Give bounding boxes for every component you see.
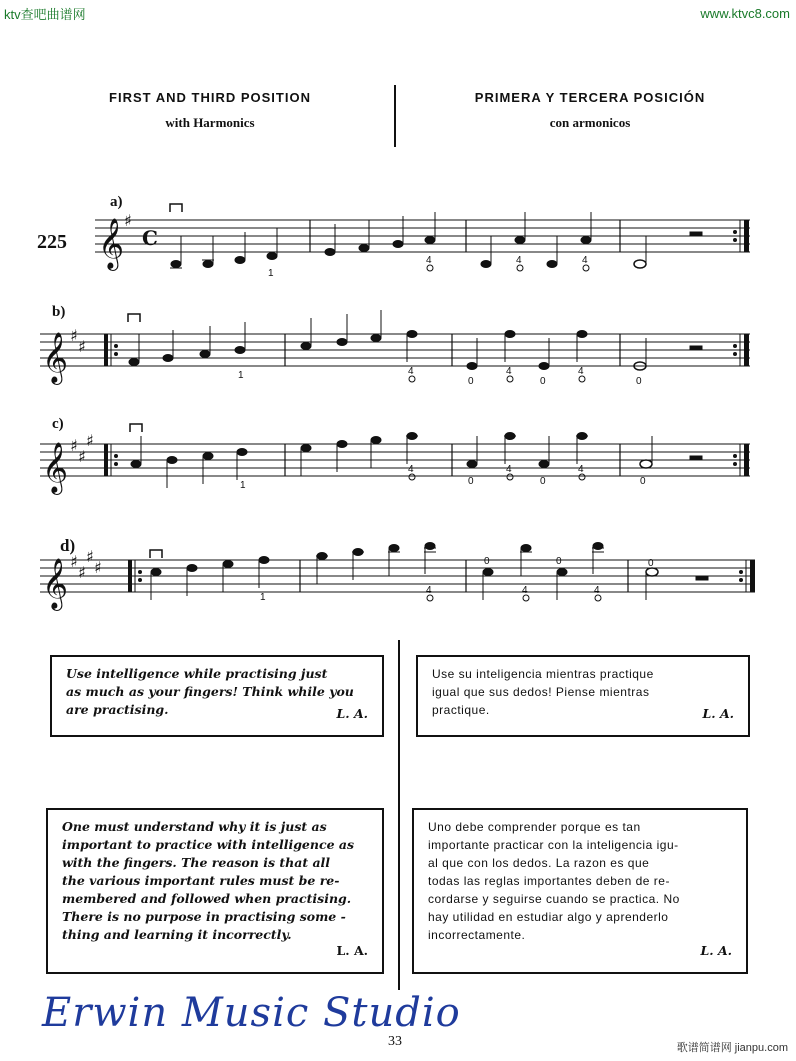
note-box-en-2 <box>46 808 384 974</box>
fingering-4: 4 <box>578 464 584 475</box>
box-line: One must understand why it is just as <box>62 819 327 834</box>
notes-b <box>129 310 702 370</box>
note-box-es-1 <box>416 655 750 737</box>
sharp-c2: ♯ <box>78 447 86 466</box>
fingering-0: 0 <box>468 376 474 387</box>
treble-clef-c: 𝄞 <box>42 442 69 493</box>
fingering-4: 4 <box>506 464 512 475</box>
staff-a <box>95 220 750 252</box>
sharp-d1: ♯ <box>70 552 78 571</box>
sharp-c1: ♯ <box>70 436 78 455</box>
exercise-label-a: a) <box>110 194 123 210</box>
repeat-signs <box>104 220 755 592</box>
right-title: PRIMERA Y TERCERA POSICIÓN <box>474 90 706 105</box>
box-line: membered and followed when practising. <box>62 891 352 906</box>
fingering-4: 4 <box>426 585 432 596</box>
staff-b <box>40 334 750 366</box>
box-signature: L. A. <box>336 706 368 721</box>
sharp-d4: ♯ <box>94 558 102 577</box>
fingering-0: 0 <box>468 476 474 487</box>
fingering-0: 0 <box>484 556 490 567</box>
treble-clef-b: 𝄞 <box>42 332 69 383</box>
box-line: are practising. <box>66 702 169 717</box>
watermark-top-right: www.ktvc8.com <box>700 6 790 21</box>
exercise-number: 225 <box>37 231 67 253</box>
box-line: cordarse y seguirse cuando se practica. No <box>428 892 680 906</box>
box-line: Use su inteligencia mientras practique <box>432 667 654 681</box>
box-line: with the fingers. The reason is that all <box>62 855 331 870</box>
left-subtitle: with Harmonics <box>165 115 255 130</box>
fingering-1: 1 <box>240 480 246 491</box>
down-bow-marks <box>128 204 182 558</box>
box-line: igual que sus dedos! Piense mientras <box>432 685 650 699</box>
fingering-0: 0 <box>648 558 654 569</box>
fingering-4: 4 <box>582 255 588 266</box>
fingering-1: 1 <box>260 592 266 603</box>
note-box-en-1 <box>50 655 384 737</box>
fingering-0: 0 <box>540 476 546 487</box>
fingering-4: 4 <box>594 585 600 596</box>
sharp-c3: ♯ <box>86 431 94 450</box>
box-line: hay utilidad en estudiar algo y aprenderlo <box>428 910 669 924</box>
fingering-4: 4 <box>578 366 584 377</box>
studio-signature: Erwin Music Studio <box>42 990 461 1036</box>
page-number: 33 <box>388 1034 402 1049</box>
watermark-bottom-right: 歌谱简谱网 jianpu.com <box>676 1042 788 1054</box>
fingering-1: 1 <box>238 370 244 381</box>
fingering-0: 0 <box>556 556 562 567</box>
box-line: the various important rules must be re- <box>62 873 340 888</box>
box-line: There is no purpose in practising some - <box>62 909 346 924</box>
fingering-4: 4 <box>506 366 512 377</box>
box-signature: L. A. <box>336 943 368 958</box>
box-line: importante practicar con la inteligencia igu- <box>428 838 679 852</box>
box-line: thing and learning it incorrectly. <box>62 927 292 942</box>
exercise-label-b: b) <box>52 304 66 320</box>
fingering-4: 4 <box>426 255 432 266</box>
exercise-label-c: c) <box>52 416 64 432</box>
barlines <box>285 220 628 592</box>
box-line: todas las reglas importantes deben de re- <box>428 874 670 888</box>
box-line: as much as your fingers! Think while you <box>66 684 354 699</box>
treble-clef-d: 𝄞 <box>42 558 69 609</box>
box-line: important to practice with intelligence as <box>62 837 355 852</box>
right-subtitle: con armonicos <box>549 115 631 130</box>
time-signature <box>142 226 158 250</box>
fingering-4: 4 <box>408 464 414 475</box>
box-signature: L. A. <box>702 706 734 721</box>
fingering-0: 0 <box>540 376 546 387</box>
sharp-d3: ♯ <box>86 547 94 566</box>
fingering-4: 4 <box>522 585 528 596</box>
fingering-1: 1 <box>268 268 274 279</box>
harmonic-circles <box>409 265 601 601</box>
treble-clef-a: 𝄞 <box>98 218 125 269</box>
fingerings <box>238 255 654 603</box>
fingering-4: 4 <box>408 366 414 377</box>
common-time-a: C <box>142 226 158 250</box>
exercise-label-d: d) <box>60 536 76 555</box>
sharp-b2: ♯ <box>78 337 86 356</box>
box-line: Use intelligence while practising just <box>66 666 328 681</box>
fingering-0: 0 <box>640 476 646 487</box>
box-line: Uno debe comprender porque es tan <box>428 820 641 834</box>
sharp-a1: ♯ <box>124 211 132 230</box>
box-line: practique. <box>432 703 490 717</box>
watermark-top-left: ktv查吧曲谱网 <box>4 7 86 22</box>
note-box-es-2 <box>412 808 748 974</box>
left-title: FIRST AND THIRD POSITION <box>109 90 311 105</box>
column-divider <box>398 640 400 990</box>
box-line: incorrectamente. <box>428 928 526 942</box>
fingering-0: 0 <box>636 376 642 387</box>
box-line: al que con los dedos. La razon es que <box>428 856 650 870</box>
sharp-b1: ♯ <box>70 326 78 345</box>
box-signature: L. A. <box>700 943 732 958</box>
fingering-4: 4 <box>516 255 522 266</box>
clefs <box>42 218 124 611</box>
sharp-d2: ♯ <box>78 563 86 582</box>
